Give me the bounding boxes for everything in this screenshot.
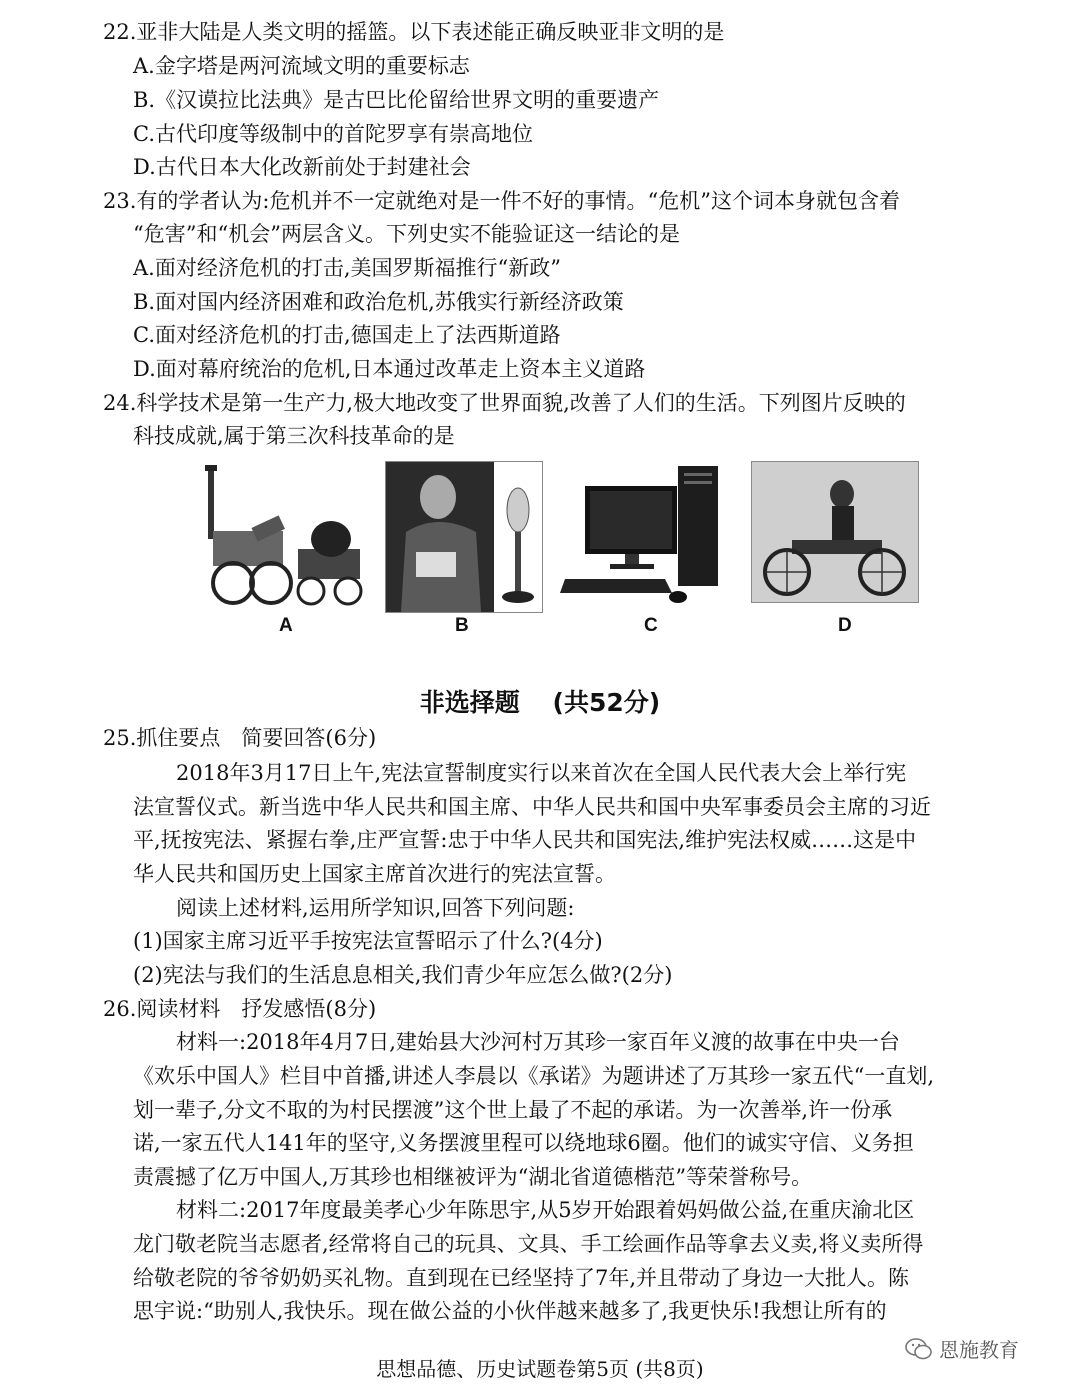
q22-option-c: C.古代印度等级制中的首陀罗享有崇高地位 (133, 122, 533, 146)
q22-stem: 22.亚非大陆是人类文明的摇篮。以下表述能正确反映亚非文明的是 (103, 20, 725, 44)
q26-material-2-line-4: 思宇说:“助别人,我快乐。现在做公益的小伙伴越来越多了,我更快乐!我想让所有的 (133, 1299, 887, 1323)
q23-option-c: C.面对经济危机的打击,德国走上了法西斯道路 (133, 323, 561, 347)
q26-material-2-line-3: 给敬老院的爷爷奶奶买礼物。直到现在已经坚持了7年,并且带动了身边一大批人。陈 (133, 1266, 910, 1290)
q26-material-2-line-2: 龙门敬老院当志愿者,经常将自己的玩具、文具、手工绘画作品等拿去义卖,将义卖所得 (133, 1232, 924, 1256)
wechat-icon (905, 1337, 933, 1361)
q25-subquestion-2: (2)宪法与我们的生活息息相关,我们青少年应怎么做?(2分) (133, 963, 673, 987)
section-title-text: 非选择题 (419, 688, 520, 717)
q26-material-1-line-2: 《欢乐中国人》栏目中首播,讲述人李晨以《承诺》为题讲述了万其珍一家五代“一直划, (133, 1064, 935, 1088)
q23-option-d: D.面对幕府统治的危机,日本通过改革走上资本主义道路 (133, 357, 646, 381)
section-title (0, 683, 1080, 719)
q25-paragraph-line-1: 2018年3月17日上午,宪法宣誓制度实行以来首次在全国人民代表大会上举行宪 (176, 761, 907, 785)
q24-stem-line-1: 24.科学技术是第一生产力,极大地改变了世界面貌,改善了人们的生活。下列图片反映的 (103, 391, 906, 415)
q26-material-1-line-3: 划一辈子,分文不取的为村民摆渡”这个世上最了不起的承诺。为一次善举,许一份承 (133, 1098, 893, 1122)
q25-subquestion-1: (1)国家主席习近平手按宪法宣誓昭示了什么?(4分) (133, 929, 603, 953)
q25-stem: 25.抓住要点 简要回答(6分) (103, 726, 377, 750)
q22-option-a: A.金字塔是两河流域文明的重要标志 (133, 54, 470, 78)
q25-instruction: 阅读上述材料,运用所学知识,回答下列问题: (176, 896, 575, 920)
q23-stem-line-1: 23.有的学者认为:危机并不一定就绝对是一件不好的事情。“危机”这个词本身就包含着 (103, 189, 900, 213)
picture-b-edison-light-bulb (385, 461, 543, 613)
q24-stem-line-2: 科技成就,属于第三次科技革命的是 (133, 424, 455, 448)
q26-material-1-line-5: 责震撼了亿万中国人,万其珍也相继被评为“湖北省道德楷范”等荣誉称号。 (133, 1165, 813, 1189)
page-footer: 思想品德、历史试题卷第5页 (共8页) (376, 1357, 704, 1381)
picture-a-steam-locomotive (203, 461, 366, 611)
picture-a-caption: A (279, 615, 293, 636)
q22-option-b: B.《汉谟拉比法典》是古巴比伦留给世界文明的重要遗产 (133, 88, 660, 112)
picture-c-desktop-computer (560, 461, 730, 611)
q26-material-1-line-1: 材料一:2018年4月7日,建始县大沙河村万其珍一家百年义渡的故事在中央一台 (176, 1030, 900, 1054)
picture-b-caption: B (455, 615, 469, 636)
q26-stem: 26.阅读材料 抒发感悟(8分) (103, 997, 377, 1021)
q26-material-1-line-4: 诺,一家五代人141年的坚守,义务摆渡里程可以绕地球6圈。他们的诚实守信、义务担 (133, 1131, 914, 1155)
q23-stem-line-2: “危害”和“机会”两层含义。下列史实不能验证这一结论的是 (133, 222, 680, 246)
picture-d-caption: D (838, 615, 852, 636)
q23-option-b: B.面对国内经济困难和政治危机,苏俄实行新经济政策 (133, 290, 624, 314)
q25-paragraph-line-4: 华人民共和国历史上国家主席首次进行的宪法宣誓。 (133, 862, 616, 886)
q25-paragraph-line-2: 法宣誓仪式。新当选中华人民共和国主席、中华人民共和国中央军事委员会主席的习近 (133, 795, 931, 819)
q23-option-a: A.面对经济危机的打击,美国罗斯福推行“新政” (133, 256, 561, 280)
q25-paragraph-line-3: 平,抚按宪法、紧握右拳,庄严宣誓:忠于中华人民共和国宪法,维护宪法权威……这是中 (133, 828, 917, 852)
wechat-watermark (905, 1334, 1019, 1363)
q22-option-d: D.古代日本大化改新前处于封建社会 (133, 155, 471, 179)
q26-material-2-line-1: 材料二:2017年度最美孝心少年陈思宇,从5岁开始跟着妈妈做公益,在重庆渝北区 (176, 1198, 915, 1222)
picture-c-caption: C (644, 615, 658, 636)
watermark-text: 恩施教育 (939, 1338, 1019, 1362)
picture-d-early-automobile (751, 461, 919, 603)
section-score: (共52分) (552, 688, 661, 717)
